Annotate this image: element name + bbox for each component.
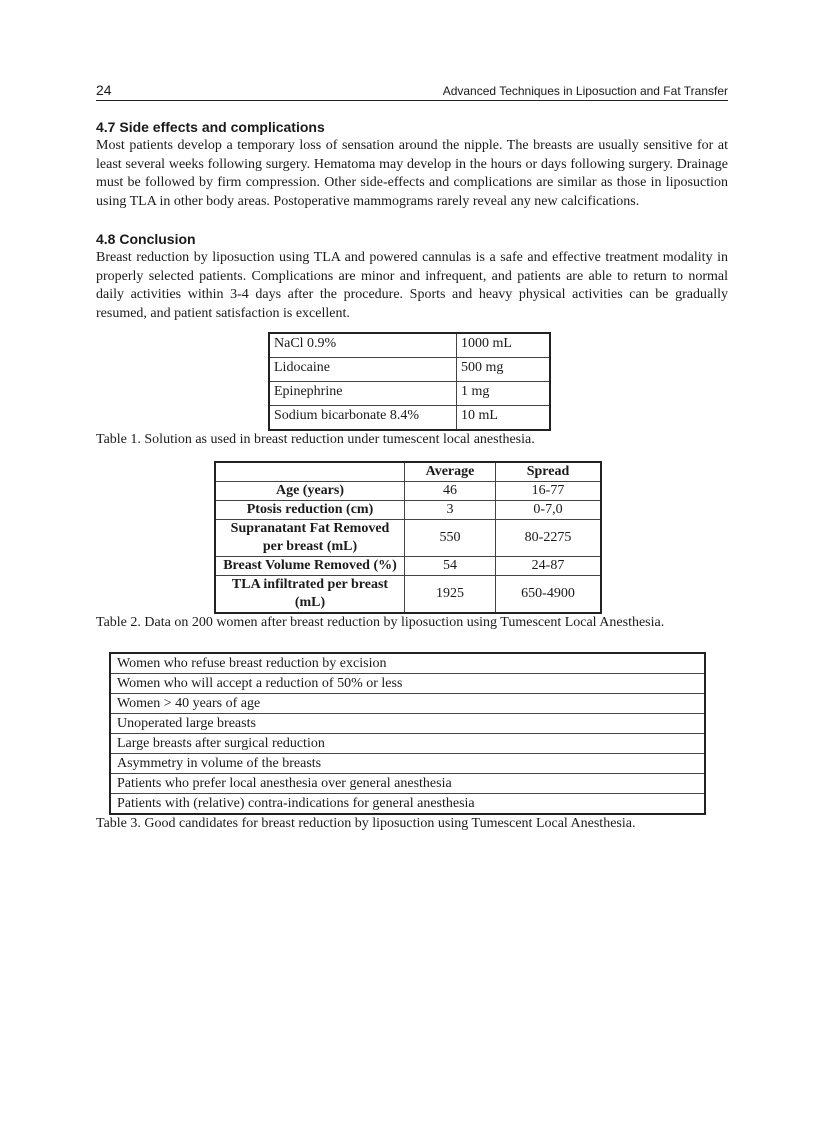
table-cell: 0-7,0 xyxy=(496,501,602,520)
row-label: Supranatant Fat Removed per breast (mL) xyxy=(215,520,405,557)
table-caption: Table 3. Good candidates for breast reduction by liposuction using Tumescent Local Anesthesia. xyxy=(96,816,636,831)
table-header-cell: Average xyxy=(405,462,496,482)
table-header-cell: Spread xyxy=(496,462,602,482)
running-title: Advanced Techniques in Liposuction and Fat Transfer xyxy=(442,84,728,98)
table-cell: 3 xyxy=(405,501,496,520)
table-cell: 1925 xyxy=(405,576,496,614)
table-cell: Patients who prefer local anesthesia over general anesthesia xyxy=(110,774,705,794)
table-row xyxy=(215,501,601,520)
table-row xyxy=(110,794,705,815)
table-row xyxy=(110,674,705,694)
table-cell: 1 mg xyxy=(457,382,551,406)
table-row xyxy=(110,653,705,674)
table-row xyxy=(269,333,550,358)
table-cell: Sodium bicarbonate 8.4% xyxy=(269,406,457,431)
table-header-cell xyxy=(215,462,405,482)
row-label: Breast Volume Removed (%) xyxy=(215,557,405,576)
section-conclusion xyxy=(96,230,728,323)
table-cell: Lidocaine xyxy=(269,358,457,382)
table-cell: 550 xyxy=(405,520,496,557)
section-heading: 4.8 Conclusion xyxy=(96,231,196,247)
table-row xyxy=(215,482,601,501)
table-cell: Patients with (relative) contra-indications for general anesthesia xyxy=(110,794,705,815)
page-header xyxy=(96,78,728,101)
section-body: Breast reduction by liposuction using TLA and powered cannulas is a safe and effective treatment modality in properly selected patients. Complications are minor and infrequent, and patients are able to return to normal daily activities within 3-4 days after the procedure. Sports and heavy physical activities can be gradually resumed, and patient satisfaction is excellent. xyxy=(96,250,728,321)
table-cell: 24-87 xyxy=(496,557,602,576)
section-heading: 4.7 Side effects and complications xyxy=(96,119,325,135)
table-row xyxy=(215,557,601,576)
document-page xyxy=(96,78,728,833)
table-row xyxy=(269,358,550,382)
page-number: 24 xyxy=(96,82,112,98)
table-cell: Epinephrine xyxy=(269,382,457,406)
table-cell: 650-4900 xyxy=(496,576,602,614)
solution-table xyxy=(268,332,551,431)
table-row xyxy=(110,754,705,774)
table-caption: Table 2. Data on 200 women after breast reduction by liposuction using Tumescent Local Anesthesia. xyxy=(96,615,665,630)
table-cell: 46 xyxy=(405,482,496,501)
table-row xyxy=(110,714,705,734)
table-cell: NaCl 0.9% xyxy=(269,333,457,358)
table-row xyxy=(269,382,550,406)
table-cell: 500 mg xyxy=(457,358,551,382)
table-cell: 10 mL xyxy=(457,406,551,431)
table-cell: 80-2275 xyxy=(496,520,602,557)
table-row xyxy=(110,694,705,714)
table-cell: Unoperated large breasts xyxy=(110,714,705,734)
table-row xyxy=(215,520,601,557)
table-row xyxy=(215,576,601,614)
table-row xyxy=(110,774,705,794)
section-body: Most patients develop a temporary loss of sensation around the nipple. The breasts are usually sensitive for at least several weeks following surgery. Hematoma may develop in the hours or days following surgery. Drainage must be followed by firm compression. Other side-effects and complications are similar as those in liposuction using TLA in other body areas. Postoperative mammograms rarely reveal any new calcifications. xyxy=(96,138,728,209)
table-caption: Table 1. Solution as used in breast reduction under tumescent local anesthesia. xyxy=(96,432,535,447)
table-row xyxy=(269,406,550,431)
table-cell: Asymmetry in volume of the breasts xyxy=(110,754,705,774)
row-label: Age (years) xyxy=(215,482,405,501)
table-cell: Women > 40 years of age xyxy=(110,694,705,714)
patient-data-table xyxy=(214,461,602,614)
row-label: TLA infiltrated per breast (mL) xyxy=(215,576,405,614)
table-row xyxy=(110,734,705,754)
table-cell: Large breasts after surgical reduction xyxy=(110,734,705,754)
table-cell: 54 xyxy=(405,557,496,576)
table-header-row xyxy=(215,462,601,482)
row-label: Ptosis reduction (cm) xyxy=(215,501,405,520)
table-cell: 16-77 xyxy=(496,482,602,501)
section-side-effects xyxy=(96,118,728,211)
candidates-table xyxy=(109,652,706,815)
table-cell: Women who will accept a reduction of 50% or less xyxy=(110,674,705,694)
table-cell: Women who refuse breast reduction by excision xyxy=(110,653,705,674)
table-cell: 1000 mL xyxy=(457,333,551,358)
